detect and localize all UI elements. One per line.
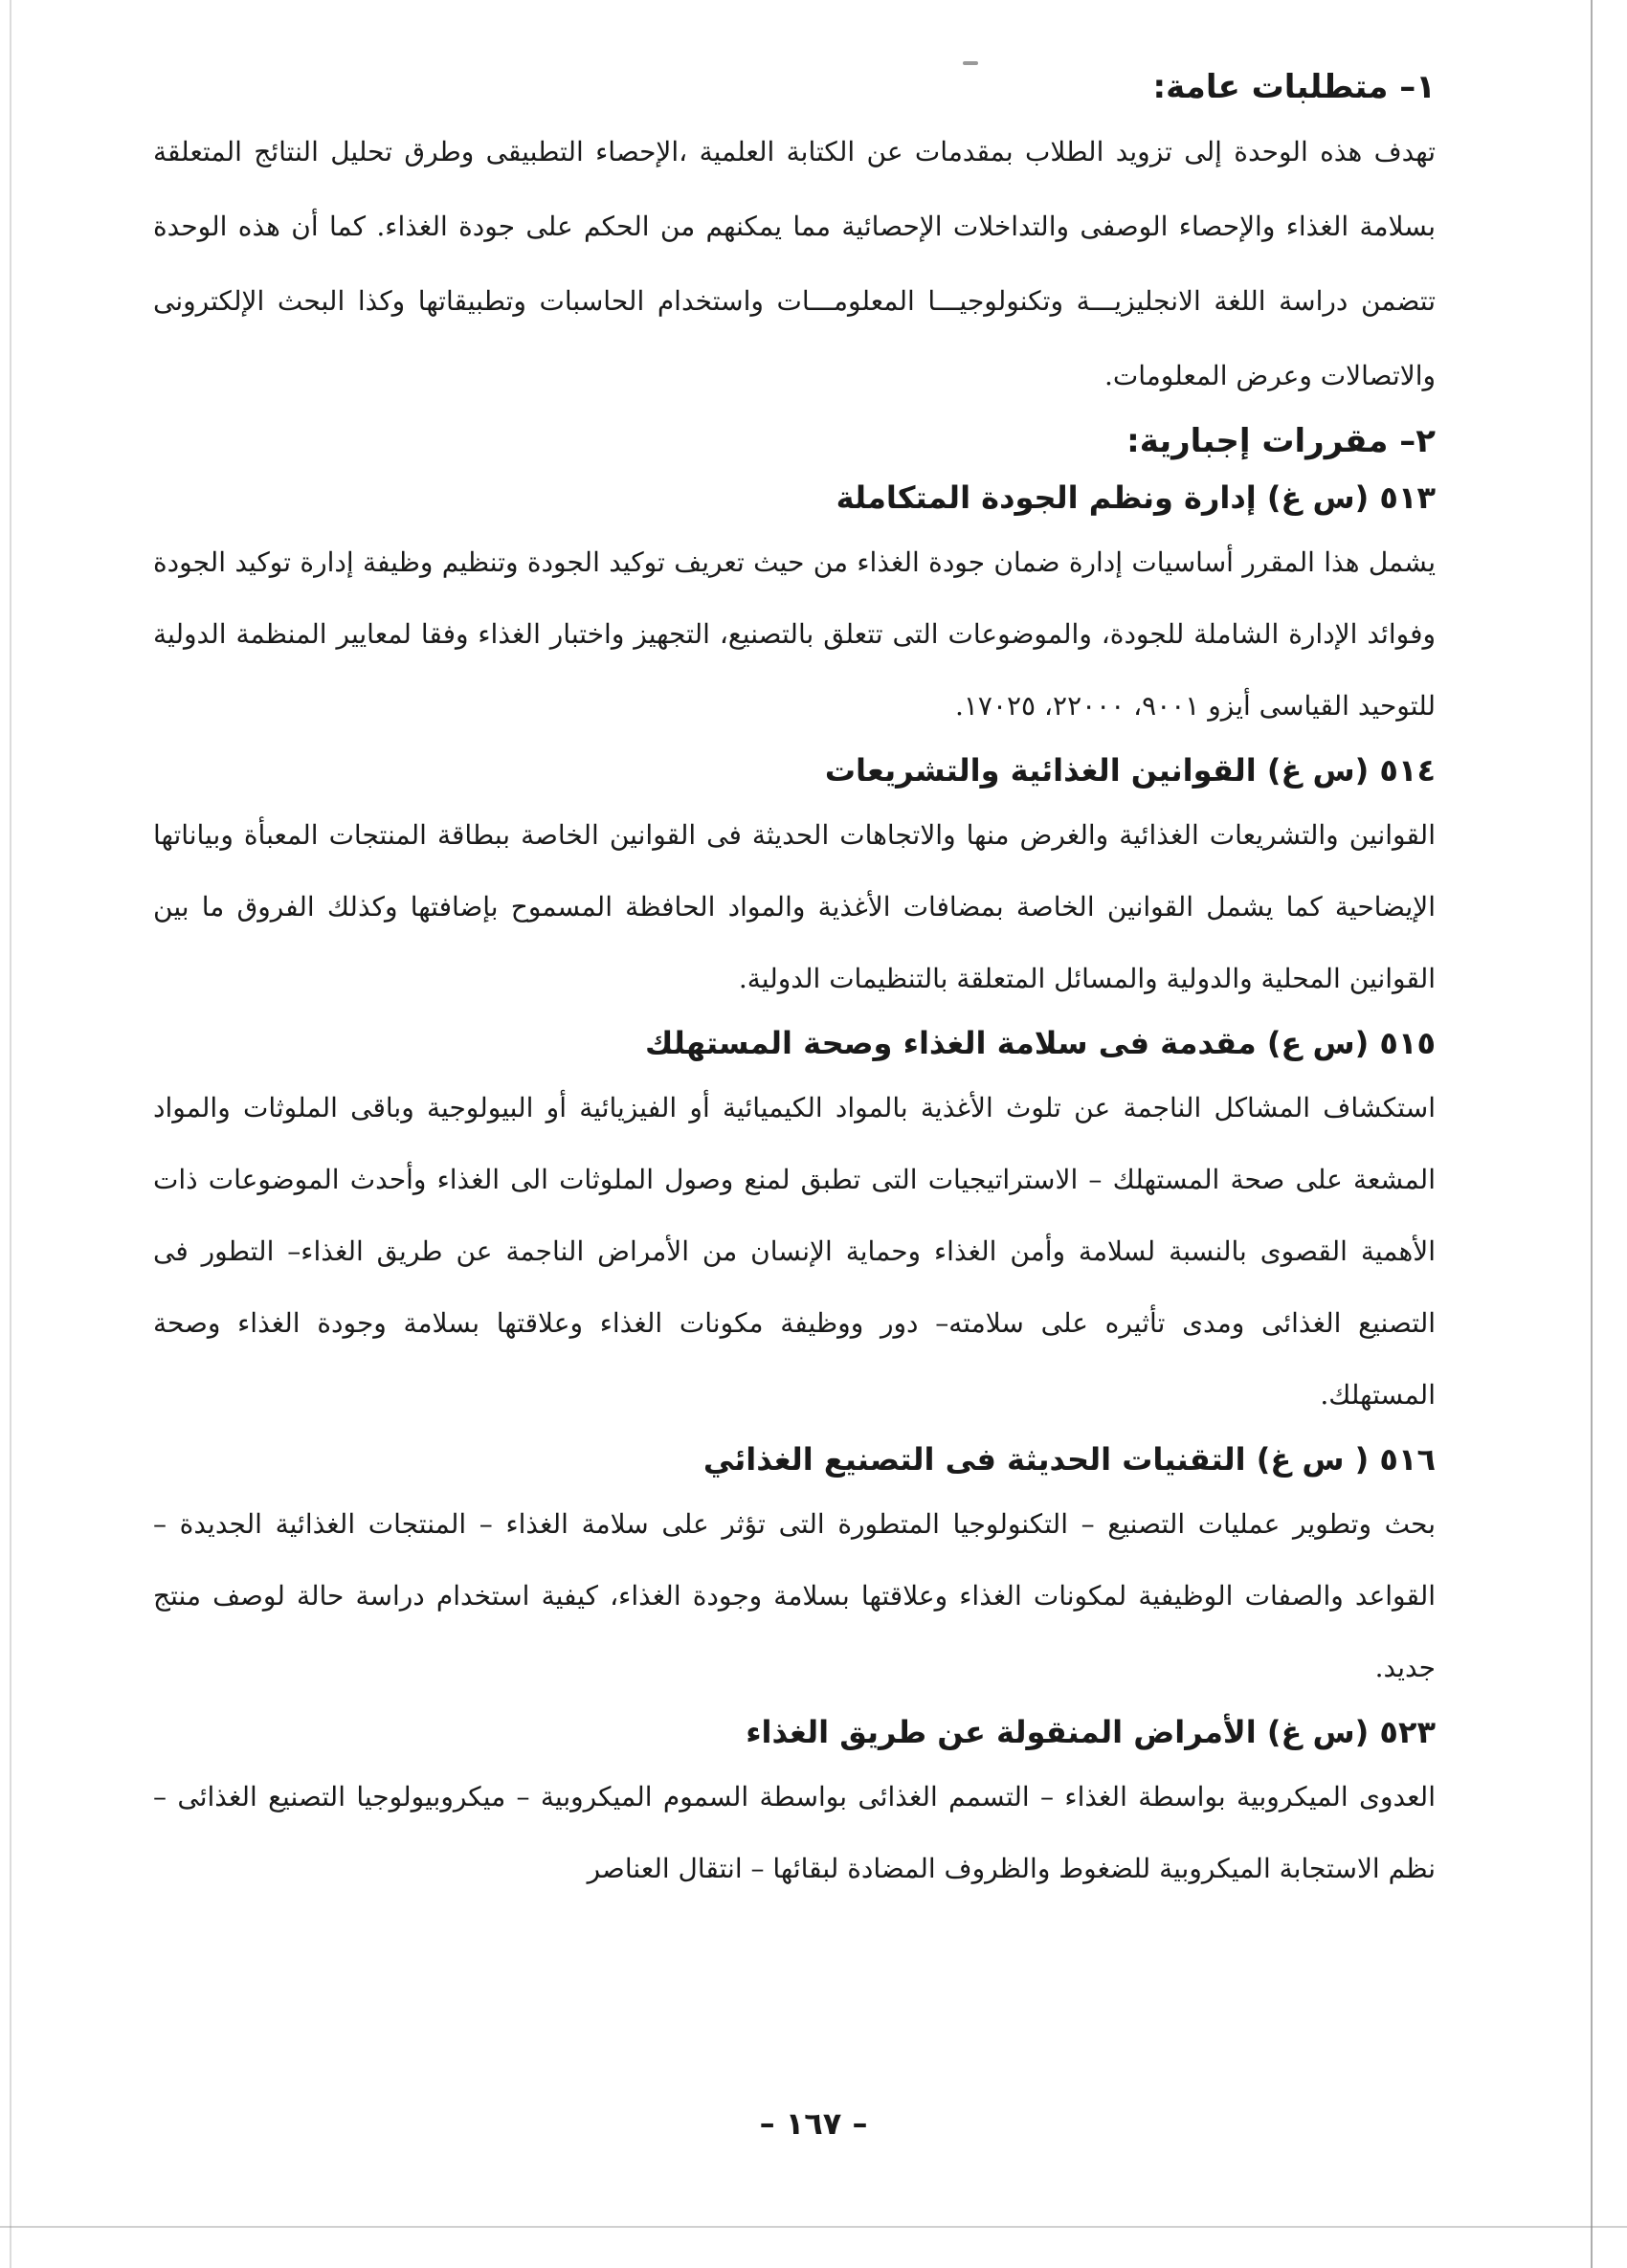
course-515 [153, 1014, 1436, 1431]
course-514 [153, 742, 1436, 1014]
course-heading: ٥١٦ ( س غ) التقنيات الحديثة فى التصنيع الغذائي [702, 1441, 1436, 1478]
course-heading: ٥١٤ (س غ) القوانين الغذائية والتشريعات [824, 752, 1436, 789]
course-description: استكشاف المشاكل الناجمة عن تلوث الأغذية بالمواد الكيميائية أو الفيزيائية أو البيولوجية وباقى الملوثات والمواد المشعة على صحة المستهلك – الاستراتيجيات التى تطبق لمنع وصول الملوثات الى الغذاء وأحدث الموضوعات ذات الأهمية القصوى بالنسبة لسلامة وأمن الغذاء وحماية الإنسان من الأمراض الناجمة عن طريق الغذاء– التطور فى التصنيع الغذائى ومدى تأثيره على سلامته– دور ووظيفة مكونات الغذاء وعلاقتها بسلامة وجودة الغذاء وصحة المستهلك. [153, 1092, 1436, 1411]
document-body [153, 59, 1436, 1904]
course-description: القوانين والتشريعات الغذائية والغرض منها والاتجاهات الحديثة فى القوانين الخاصة ببطاقة المنتجات المعبأة وبياناتها الإيضاحية كما يشمل القوانين الخاصة بمضافات الأغذية والمواد الحافظة المسموح بإضافتها وكذلك الفروق ما بين القوانين المحلية والدولية والمسائل المتعلقة بالتنظيمات الدولية. [153, 819, 1436, 994]
course-description: يشمل هذا المقرر أساسيات إدارة ضمان جودة الغذاء من حيث تعريف توكيد الجودة وتنظيم وظيفة إدارة توكيد الجودة وفوائد الإدارة الشاملة للجودة، والموضوعات التى تتعلق بالتصنيع، التجهيز واختبار الغذاء وفقا لمعايير المنظمة الدولية للتوحيد القياسى أيزو ٩٠٠١، ٢٢٠٠٠، ١٧٠٢٥. [153, 546, 1436, 722]
course-heading: ٥١٥ (س ع) مقدمة فى سلامة الغذاء وصحة المستهلك [644, 1025, 1436, 1061]
course-523 [153, 1703, 1436, 1904]
page-edge-right [1591, 0, 1593, 2268]
general-requirements-text: تهدف هذه الوحدة إلى تزويد الطلاب بمقدمات عن الكتابة العلمية ،الإحصاء التطبيقى وطرق تحليل النتائج المتعلقة بسلامة الغذاء والإحصاء الوصفى والتداخلات الإحصائية مما يمكنهم من الحكم على جودة الغذاء. كما أن هذه الوحدة تتضمن دراسة اللغة الانجليزيـــة وتكنولوجيـــا المعلومـــات واستخدام الحاسبات وتطبيقاتها وكذا البحث الإلكترونى والاتصالات وعرض المعلومات. [153, 136, 1436, 391]
page-edge-bottom [0, 2226, 1627, 2228]
page-number: – ١٦٧ – [759, 2105, 868, 2142]
course-description: بحث وتطوير عمليات التصنيع – التكنولوجيا المتطورة التى تؤثر على سلامة الغذاء – المنتجات الغذائية الجديدة – القواعد والصفات الوظيفية لمكونات الغذاء وعلاقتها بسلامة وجودة الغذاء، كيفية استخدام دراسة حالة لوصف منتج جديد. [153, 1508, 1436, 1683]
course-513 [153, 469, 1436, 742]
course-heading: ٥١٣ (س غ) إدارة ونظم الجودة المتكاملة [836, 479, 1436, 516]
general-requirements-heading: ١– متطلبات عامة: [1152, 68, 1436, 106]
course-heading: ٥٢٣ (س غ) الأمراض المنقولة عن طريق الغذاء [746, 1714, 1436, 1750]
course-516 [153, 1431, 1436, 1703]
page-edge-left [10, 0, 11, 2268]
mandatory-courses-heading: ٢– مقررات إجبارية: [1126, 422, 1436, 460]
course-description: العدوى الميكروبية بواسطة الغذاء – التسمم الغذائى بواسطة السموم الميكروبية – ميكروبيولوجيا التصنيع الغذائى – نظم الاستجابة الميكروبية للضغوط والظروف المضادة لبقائها – انتقال العناصر [153, 1781, 1436, 1884]
